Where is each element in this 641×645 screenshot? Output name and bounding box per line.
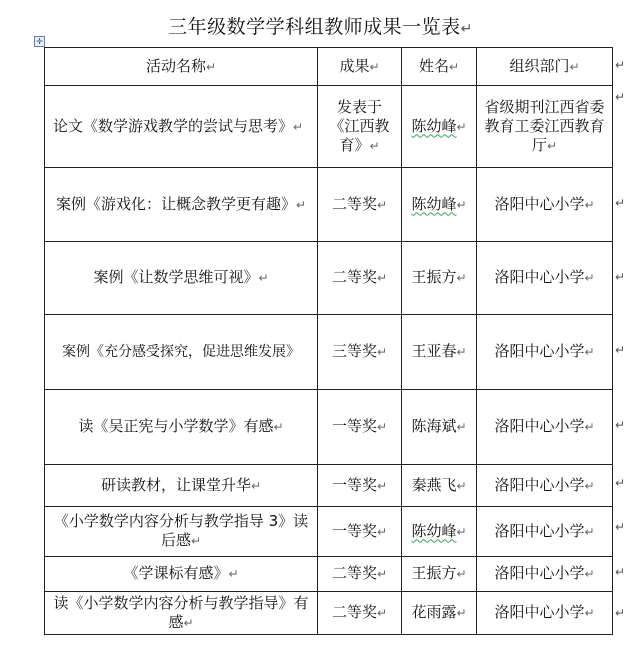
cell-organization[interactable]: 洛阳中心小学↵ xyxy=(477,168,613,242)
cell-organization[interactable]: 洛阳中心小学↵ xyxy=(477,557,613,592)
move-anchor-icon[interactable]: ✛ xyxy=(34,36,45,47)
cell-activity-name[interactable]: 《学课标有感》↵ xyxy=(45,557,318,592)
cell-result[interactable]: 二等奖↵ xyxy=(318,557,402,592)
cell-person[interactable]: 花雨露↵ xyxy=(402,592,477,635)
header-organization[interactable]: 组织部门↵ xyxy=(477,48,613,86)
header-activity-name[interactable]: 活动名称↵ xyxy=(45,48,318,86)
header-result[interactable]: 成果↵ xyxy=(318,48,402,86)
cell-activity-name[interactable]: 读《吴正宪与小学数学》有感↵ xyxy=(45,390,318,465)
cell-result[interactable]: 二等奖↵ xyxy=(318,592,402,635)
header-person[interactable]: 姓名↵ xyxy=(402,48,477,86)
table-row xyxy=(45,242,613,315)
cell-activity-name[interactable]: 案例《让数学思维可视》↵ xyxy=(45,242,318,315)
table-row xyxy=(45,465,613,507)
cell-organization[interactable]: 洛阳中心小学↵ xyxy=(477,507,613,557)
row-end-mark-icon: ↵ xyxy=(615,476,626,490)
cell-organization[interactable]: 洛阳中心小学↵ xyxy=(477,390,613,465)
cell-activity-name[interactable]: 研读教材，让课堂升华↵ xyxy=(45,465,318,507)
cell-activity-name[interactable]: 案例《游戏化：让概念教学更有趣》↵ xyxy=(45,168,318,242)
paragraph-mark-icon: ↵ xyxy=(460,21,473,37)
table-row xyxy=(45,315,613,390)
cell-activity-name[interactable]: 读《小学数学内容分析与教学指导》有感↵ xyxy=(45,592,318,635)
table-row xyxy=(45,557,613,592)
row-end-mark-icon: ↵ xyxy=(615,58,626,72)
cell-result[interactable]: 一等奖↵ xyxy=(318,465,402,507)
row-end-mark-icon: ↵ xyxy=(615,606,626,620)
cell-person[interactable]: 王振方↵ xyxy=(402,242,477,315)
cell-activity-name[interactable]: 论文《数学游戏教学的尝试与思考》↵ xyxy=(45,86,318,168)
cell-result[interactable]: 二等奖↵ xyxy=(318,242,402,315)
cell-result[interactable]: 三等奖↵ xyxy=(318,315,402,390)
row-end-mark-icon: ↵ xyxy=(615,520,626,534)
cell-person[interactable]: 陈海斌↵ xyxy=(402,390,477,465)
cell-organization[interactable]: 洛阳中心小学↵ xyxy=(477,465,613,507)
cell-organization[interactable]: 省级期刊江西省委教育工委江西教育厅↵ xyxy=(477,86,613,168)
table-row xyxy=(45,390,613,465)
cell-result[interactable]: 二等奖↵ xyxy=(318,168,402,242)
cell-person[interactable]: 陈幼峰↵ xyxy=(402,507,477,557)
row-end-mark-icon: ↵ xyxy=(615,196,626,210)
row-end-mark-icon: ↵ xyxy=(615,270,626,284)
cell-result[interactable]: 发表于《江西教育》↵ xyxy=(318,86,402,168)
table-row xyxy=(45,592,613,635)
table-row xyxy=(45,168,613,242)
cell-person[interactable]: 王亚春↵ xyxy=(402,315,477,390)
row-end-mark-icon: ↵ xyxy=(615,343,626,357)
title-text: 三年级数学学科组教师成果一览表 xyxy=(168,16,461,38)
cell-person[interactable]: 陈幼峰↵ xyxy=(402,168,477,242)
cell-person[interactable]: 陈幼峰↵ xyxy=(402,86,477,168)
table-row xyxy=(45,86,613,168)
row-end-mark-icon: ↵ xyxy=(615,90,626,104)
table-row xyxy=(45,507,613,557)
cell-person[interactable]: 王振方↵ xyxy=(402,557,477,592)
cell-result[interactable]: 一等奖↵ xyxy=(318,507,402,557)
cell-organization[interactable]: 洛阳中心小学↵ xyxy=(477,592,613,635)
cell-activity-name[interactable]: 《小学数学内容分析与教学指导 3》读后感↵ xyxy=(45,507,318,557)
cell-activity-name[interactable]: 案例《充分感受探究，促进思维发展》 xyxy=(45,315,318,390)
cell-organization[interactable]: 洛阳中心小学↵ xyxy=(477,242,613,315)
cell-person[interactable]: 秦燕飞↵ xyxy=(402,465,477,507)
row-end-mark-icon: ↵ xyxy=(615,565,626,579)
cell-result[interactable]: 一等奖↵ xyxy=(318,390,402,465)
row-end-mark-icon: ↵ xyxy=(615,418,626,432)
document-title xyxy=(0,12,641,39)
achievements-table xyxy=(44,47,613,635)
header-row xyxy=(45,48,613,86)
cell-organization[interactable]: 洛阳中心小学↵ xyxy=(477,315,613,390)
